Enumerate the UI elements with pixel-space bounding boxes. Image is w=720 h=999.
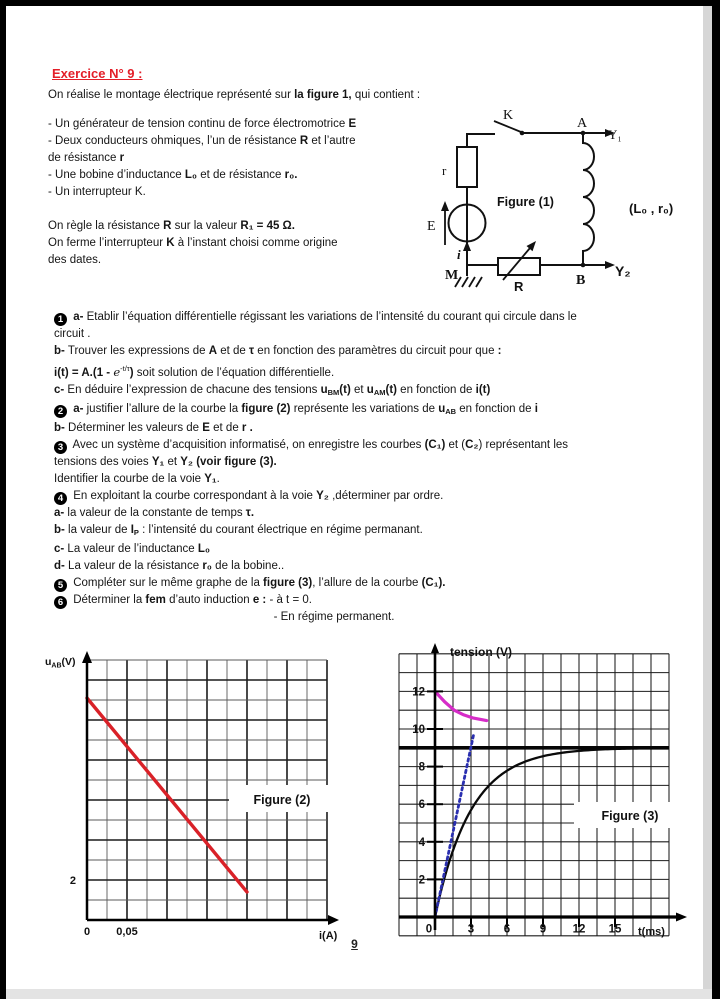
current-arrow [463,241,471,251]
svg-text:2: 2 [69,875,76,887]
text-line: - Un interrupteur K. [48,186,146,198]
text-line: circuit . [54,328,91,340]
svg-text:15: 15 [608,923,622,936]
question-number-badge: 3 [54,441,67,454]
scan-edge-bottom [6,989,712,999]
text-line: d- La valeur de la résistance r₀ de la bobine.. [54,560,285,572]
text-line: - Une bobine d’inductance L₀ et de résistance r₀. [48,169,298,181]
text-line: b- Déterminer les valeurs de E et de r . [54,422,253,434]
questions-list [54,309,686,626]
text-line: c- En déduire l’expression de chacune des tensions $u_{BM}(t)$ et $u_{AM}(t)$ en fonction de i(t) [54,384,491,397]
svg-text:6: 6 [503,923,511,936]
node-m-label: M [445,268,459,283]
figure2-chart [36,648,348,950]
svg-text:0: 0 [83,926,91,938]
document-page [6,6,703,989]
switch-contact-dot [520,131,525,136]
svg-text:0,05: 0,05 [116,926,138,938]
node-b-label: B [576,273,586,288]
text-line: $i(t) = A.(1 - e^{-t/\tau})$ soit solution de l’équation différentielle. [54,364,335,379]
exercise-title: Exercice N° 9 : [52,66,143,81]
ground-symbol [455,277,482,287]
text-line: 2 a- justifier l’allure de la courbe la figure (2) représente les variations de $u_{AB}$ en fonction de i [54,401,686,420]
text-line: 5 Compléter sur le même graphe de la figure (3), l’allure de la courbe (C₁). [54,575,686,592]
text-line: b- la valeur de $I_P$ : l’intensité du courant électrique en régime permanant. [54,524,423,537]
text-line: On règle la résistance R sur la valeur R₁ = 45 Ω. [48,220,295,232]
figure3-chart [398,640,690,952]
figure3-x-axis-label: t(ms) [638,926,665,938]
svg-text:Figure (2): Figure (2) [253,793,311,807]
svg-text:2: 2 [418,874,425,887]
text-line: - En régime permanent. [273,611,395,623]
scan-edge-right [703,6,712,989]
question-number-badge: 1 [54,313,67,326]
rheostat-label: R [514,279,524,294]
text-line: b- Trouver les expressions de A et de τ en fonction des paramètres du circuit pour que : [54,345,502,357]
svg-text:9: 9 [539,923,547,936]
text-line: On réalise le montage électrique représenté sur la figure 1, qui contient : [48,89,421,101]
svg-text:10: 10 [412,724,425,736]
text-line: des dates. [48,254,102,266]
figure1-circuit-diagram [419,103,703,295]
figure3-caption-box [574,802,686,828]
probe2-arrow [583,261,615,269]
page-number: 9 [351,937,358,951]
resistor-r-symbol [457,147,477,187]
svg-text:8: 8 [418,761,425,774]
text-line: c- La valeur de l’inductance L₀ [54,543,211,555]
svg-text:12: 12 [572,923,586,936]
svg-text:3: 3 [467,923,475,936]
probe1-label: Y₁ [608,127,622,142]
current-label: i [457,247,461,262]
question-number-badge: 2 [54,405,67,418]
text-line: a- la valeur de la constante de temps τ. [54,507,255,519]
figure1-caption: Figure (1) [497,195,554,209]
components-list [48,116,428,201]
text-line: 1 a- Etablir l’équation différentielle régissant les variations de l’intensité du courant qui circule dans le [54,309,686,326]
coil-symbol [583,133,594,265]
text-line: tensions des voies Y₁ et Y₂ (voir figure (3). [54,456,277,468]
svg-text:12: 12 [412,686,425,699]
text-line: - Un générateur de tension continu de force électromotrice E [48,118,357,130]
question-number-badge: 4 [54,492,67,505]
figure2-caption-box [229,785,335,812]
svg-text:Figure (3): Figure (3) [601,809,659,823]
figure2-x-axis-label: i(A) [319,930,338,942]
text-line: 6 Déterminer la fem d’auto induction e : - à t = 0. [54,592,686,609]
resistor-r-label: r [442,163,447,178]
coil-label: (L₀ , r₀) [629,201,674,216]
text-line: - Deux conducteurs ohmiques, l’un de résistance R et l’autre [48,135,356,147]
text-line: 3 Avec un système d’acquisition informatisé, on enregistre les courbes (C₁) et (C₂) représentant les [54,437,686,454]
probe2-label: Y₂ [615,263,631,279]
switch-label: K [503,108,514,123]
text-line: de résistance r [48,152,125,164]
setup-paragraph [48,218,428,269]
svg-text:0: 0 [425,923,433,936]
text-line: Identifier la courbe de la voie Y₁. [54,473,220,485]
svg-text:4: 4 [418,836,425,849]
svg-text:6: 6 [418,799,425,812]
text-line: 4 En exploitant la courbe correspondant à la voie Y₂ ,déterminer par ordre. [54,488,686,505]
node-a-label: A [577,116,588,131]
figure3-y-axis-label: tension (V) [450,645,512,659]
question-number-badge: 5 [54,579,67,592]
emf-label: E [427,219,436,234]
question-number-badge: 6 [54,596,67,609]
figure2-y-axis-label: $u_{AB}(V)$ [45,656,76,670]
intro-paragraph [48,87,420,104]
text-line: On ferme l’interrupteur K à l’instant choisi comme origine [48,237,338,249]
